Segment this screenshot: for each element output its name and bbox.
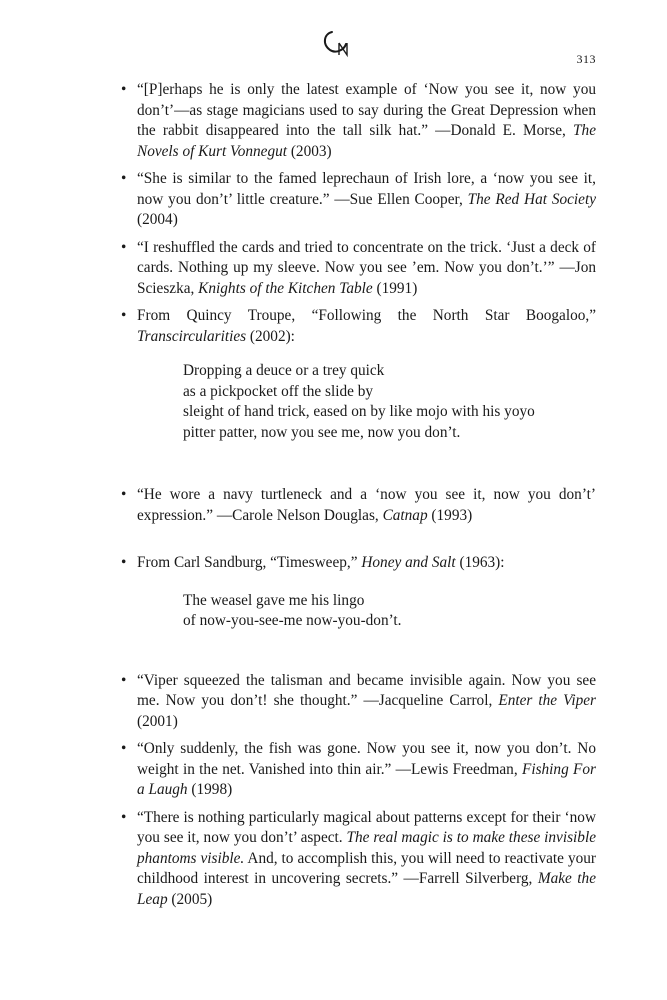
bullet-icon: •	[121, 81, 127, 98]
source-title: The Novels of Kurt Vonnegut	[137, 122, 596, 160]
source-year: (1993)	[427, 506, 473, 524]
list-item	[119, 553, 596, 574]
quote-text: From Quincy Troupe, “Following the North Star Boogaloo,”	[137, 307, 596, 324]
source-title: Enter the Viper	[498, 692, 596, 709]
emphasis-text: The real magic is to make these invisible phantoms visible.	[137, 829, 596, 867]
source-title: Catnap	[382, 506, 428, 524]
source-year: (1991)	[372, 279, 418, 297]
poem-line: as a pickpocket off the slide by	[183, 382, 374, 400]
list-item	[119, 80, 596, 162]
quote-text: “Viper squeezed the talisman and became invisible again. Now you see me. Now you don’t! she thought.” —Jacqueline Carrol,	[137, 671, 596, 709]
source-title: Knights of the Kitchen Table	[198, 279, 373, 297]
bullet-icon: •	[121, 486, 127, 503]
source-title: Fishing For a Laugh	[137, 760, 596, 798]
poem-line: pitter patter, now you see me, now you don’t.	[183, 423, 461, 441]
source-year: (2002):	[246, 327, 295, 345]
poem-excerpt	[119, 591, 596, 632]
source-title: Transcircularities	[137, 327, 247, 345]
source-title: Honey and Salt	[361, 554, 456, 571]
bullet-icon: •	[121, 238, 127, 256]
bullet-icon: •	[121, 740, 127, 757]
source-year: (2004)	[137, 211, 178, 228]
list-item	[119, 238, 596, 300]
quote-text: “He wore a navy turtleneck and a ‘now you see it, now you don’t’ expression.” —Carole Nelson Douglas,	[137, 486, 596, 524]
quotation-list	[119, 80, 596, 917]
bullet-icon: •	[121, 671, 127, 689]
list-item	[119, 808, 596, 911]
list-item	[119, 739, 596, 801]
source-year: (2003)	[287, 142, 332, 160]
poem-line: The weasel gave me his lingo	[183, 591, 365, 609]
page-number: 313	[576, 52, 596, 66]
bullet-icon: •	[121, 307, 127, 324]
source-year: (2005)	[167, 890, 213, 908]
poem-line: sleight of hand trick, eased on by like mojo with his yoyo	[183, 403, 535, 420]
quote-text-continued: And, to accomplish this, you will need to reactivate your childhood interest in uncovering secrets.” —Farrell Silverberg,	[137, 849, 596, 887]
bullet-icon: •	[121, 808, 127, 826]
quote-text: “Only suddenly, the fish was gone. Now you see it, now you don’t. No weight in the net. Vanished into thin air.” —Lewis Freedman,	[137, 740, 596, 778]
poem-line: of now-you-see-me now-you-don’t.	[183, 612, 402, 629]
source-title: Make the Leap	[137, 870, 596, 908]
curl-logo-icon	[320, 28, 356, 60]
quote-text: From Carl Sandburg, “Timesweep,”	[137, 554, 362, 571]
list-item	[119, 306, 596, 347]
source-year: (1963):	[455, 554, 505, 571]
bullet-icon: •	[121, 170, 127, 187]
poem-line: Dropping a deuce or a trey quick	[183, 362, 385, 379]
list-item	[119, 671, 596, 733]
source-year: (1998)	[187, 781, 233, 798]
list-item	[119, 485, 596, 526]
bullet-icon: •	[121, 554, 127, 571]
list-item	[119, 169, 596, 231]
poem-excerpt	[119, 361, 596, 443]
source-title: The Red Hat Society	[467, 190, 596, 208]
spacer	[119, 533, 596, 553]
source-year: (2001)	[137, 712, 178, 730]
quote-text: “She is similar to the famed leprechaun of Irish lore, a ‘now you see it, now you don’t’ little creature.” —Sue Ellen Cooper,	[137, 170, 596, 208]
quote-text: “I reshuffled the cards and tried to concentrate on the trick. ‘Just a deck of cards. Nothing up my sleeve. Now you see ’em. Now you don’t.’” —Jon Scieszka,	[137, 238, 596, 297]
quote-text: “There is nothing particularly magical about patterns except for their ‘now you see it, now you don’t’ aspect.	[137, 808, 596, 846]
quote-text: “[P]erhaps he is only the latest example of ‘Now you see it, now you don’t’—as stage magicians used to say during the Great Depression when the rabbit disappeared into the tall silk hat.” —Donald E. Morse,	[137, 81, 596, 139]
